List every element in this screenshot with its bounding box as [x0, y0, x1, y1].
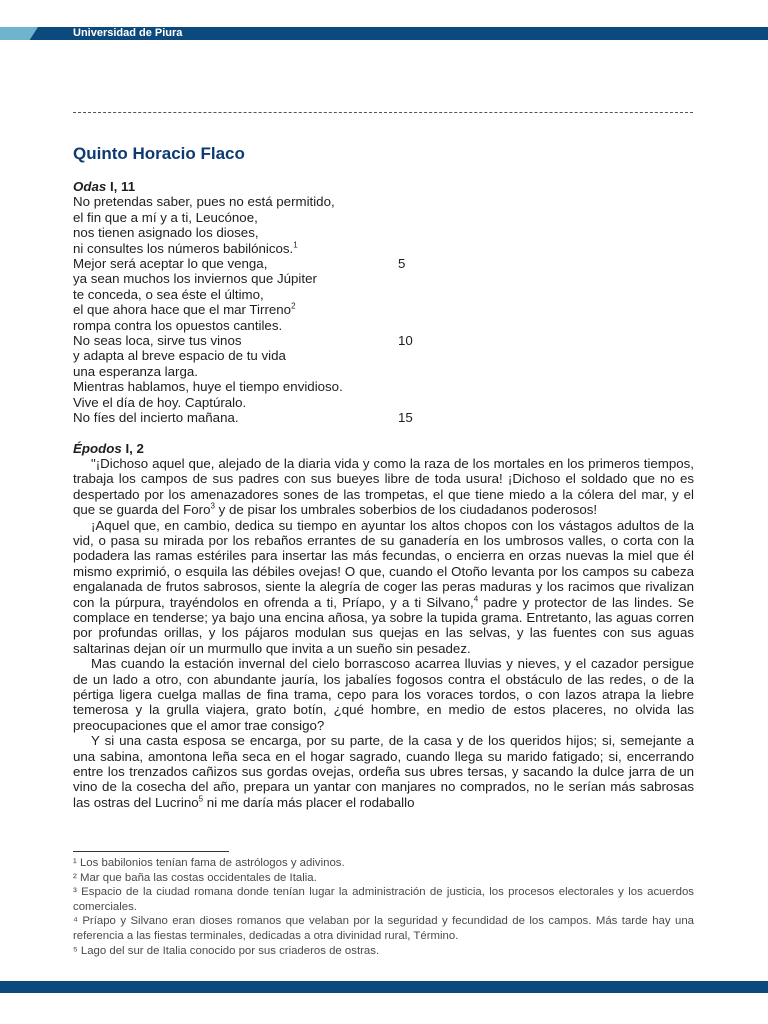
footnote-rule: [73, 851, 229, 852]
footnote-ref: 2: [291, 301, 296, 311]
footnote: ⁵ Lago del sur de Italia conocido por sus criaderos de ostras.: [73, 944, 380, 957]
poem-line-text: rompa contra los opuestos cantiles.: [73, 317, 283, 333]
odas-ref: I, 11: [106, 179, 136, 194]
poem-line-text: Mejor será aceptar lo que venga,: [73, 256, 268, 272]
poem-line: [73, 364, 694, 379]
poem-line: [73, 210, 694, 225]
epodos-heading: [73, 441, 694, 456]
poem-line-text: No seas loca, sirve tus vinos: [73, 333, 242, 349]
epodos-ref: I, 2: [121, 440, 144, 456]
poem-line: [73, 348, 694, 363]
poem-line-text: el fin que a mí y a ti, Leucónoe,: [73, 209, 258, 225]
footnote: ⁴ Príapo y Silvano eran dioses romanos que velaban por la seguridad y fecundidad de los campos. Más tarde hay una referencia a las fiestas terminales, dedicadas a otra divinidad rural, Término.: [73, 915, 694, 942]
separator-dashed-line: [73, 112, 693, 113]
poem-line-text: te conceda, o sea éste el último,: [73, 286, 264, 302]
poem-line-text: nos tienen asignado los dioses,: [73, 225, 259, 241]
poem-line: [73, 194, 694, 209]
poem-line: [73, 333, 694, 348]
paragraph: "¡Dichoso aquel que, alejado de la diaria vida y como la raza de los mortales en los primeros tiempos, trabaja los campos de sus padres con sus bueyes libre de toda usura! ¡Dichoso el soldado que no es despertado por los amenazadores sones de las trompetas, el que tiene miedo a la cólera del mar, y el que se guarda del Foro$^3$ y de pisar los umbrales soberbios de los ciudadanos poderosos!: [73, 455, 694, 518]
epodos-text: [73, 456, 694, 810]
odas-heading: [73, 179, 694, 194]
verse-number: 15: [398, 410, 413, 426]
paragraph: Mas cuando la estación invernal del cielo borrascoso acarrea lluvias y nieves, y el cazador persigue de un lado a otro, con abundante jauría, los jabalíes fogosos contra el obstáculo de las redes, o de la pértiga ligera cuelga mallas de fina trama, cepo para los voraces tordos, o con lazos atrapa la liebre temerosa y la grulla viajera, grato botín, ¿qué hombre, en medio de estos placeres, no olvida las preocupaciones que el amor trae consigo?: [73, 656, 694, 733]
odas-poem: [73, 194, 694, 425]
poem-line: [73, 241, 694, 256]
poem-line: [73, 410, 694, 425]
poem-line-text: el que ahora hace que el mar Tirreno: [73, 302, 292, 318]
poem-line: [73, 256, 694, 271]
poem-line-text: No fíes del incierto mañana.: [73, 410, 239, 426]
footnote-ref: 1: [293, 240, 298, 250]
footnote-ref: 4: [473, 594, 479, 604]
poem-line-text: ni consultes los números babilónicos.: [73, 240, 294, 256]
poem-line: [73, 379, 694, 394]
poem-line-text: una esperanza larga.: [73, 363, 198, 379]
odas-work-title: Odas: [73, 179, 107, 194]
poem-line: [73, 395, 694, 410]
epodos-work-title: Épodos: [73, 440, 122, 456]
page-title: Quinto Horacio Flaco: [73, 144, 245, 163]
poem-line: [73, 318, 694, 333]
footnote: ³ Espacio de la ciudad romana donde tenían lugar la administración de justicia, los procesos electorales y los acuerdos comerciales.: [73, 886, 694, 913]
poem-line: [73, 271, 694, 286]
footnote: ² Mar que baña las costas occidentales de Italia.: [73, 871, 317, 884]
poem-line-text: Vive el día de hoy. Captúralo.: [73, 394, 247, 410]
footnote-ref: 5: [198, 794, 204, 804]
footer-bar: [0, 981, 768, 993]
footnote: ¹ Los babilonios tenían fama de astrólogos y adivinos.: [73, 857, 345, 869]
poem-line-text: Mientras hablamos, huye el tiempo envidioso.: [73, 379, 343, 395]
poem-line: [73, 302, 694, 317]
main-content: [73, 142, 694, 810]
poem-line-text: ya sean muchos los inviernos que Júpiter: [73, 271, 317, 287]
poem-line: [73, 287, 694, 302]
poem-line-text: No pretendas saber, pues no está permitido,: [73, 194, 335, 210]
verse-number: 10: [398, 333, 413, 349]
verse-number: 5: [398, 256, 406, 272]
paragraph: Y si una casta esposa se encarga, por su parte, de la casa y de los queridos hijos; si, semejante a una sabina, amontona leña seca en el hogar sagrado, cuando llega su marido fatigado; si, encerrando entre los trenzados cañizos sus gordas ovejas, ordeña sus ubres tersas, y sacando la dulce jarra de un vino de la cosecha del año, prepara un yantar con manjares no comprados, no le serían más sabrosas las ostras del Lucrino$^5$ ni me daría más placer el rodaballo: [73, 733, 694, 810]
institution-name: Universidad de Piura: [73, 27, 183, 39]
paragraph: ¡Aquel que, en cambio, dedica su tiempo en ayuntar los altos chopos con los vástagos adultos de la vid, o pasa su mirada por los rebaños errantes de su ganadería en los umbrosos valles, o corta con la podadera las ramas estériles para insertar las más fecundas, o encierra en orzas nuevas la miel que él mismo exprimió, o esquila las débiles ovejas! O que, cuando el Otoño levanta por los campos su cabeza engalanada de frutos sabrosos, siente la alegría de coger las peras maduras y los racimos que rivalizan con la púrpura, trayéndolos en ofrenda a ti, Príapo, y a ti Silvano,$^4$ padre y protector de las lindes. Se complace en tenderse; ya bajo una encina añosa, ya sobre la tupida grama. Entretanto, las aguas corren por profundas orillas, y los pájaros modulan sus quejas en las selvas, y las fuentes con sus aguas saltarinas dejan oír un murmullo que invita a un sueño sin pesadez.: [73, 517, 694, 656]
footnote-ref: 3: [210, 501, 215, 511]
footnotes: [73, 856, 694, 958]
poem-line: [73, 225, 694, 240]
poem-line-text: y adapta al breve espacio de tu vida: [73, 348, 286, 364]
